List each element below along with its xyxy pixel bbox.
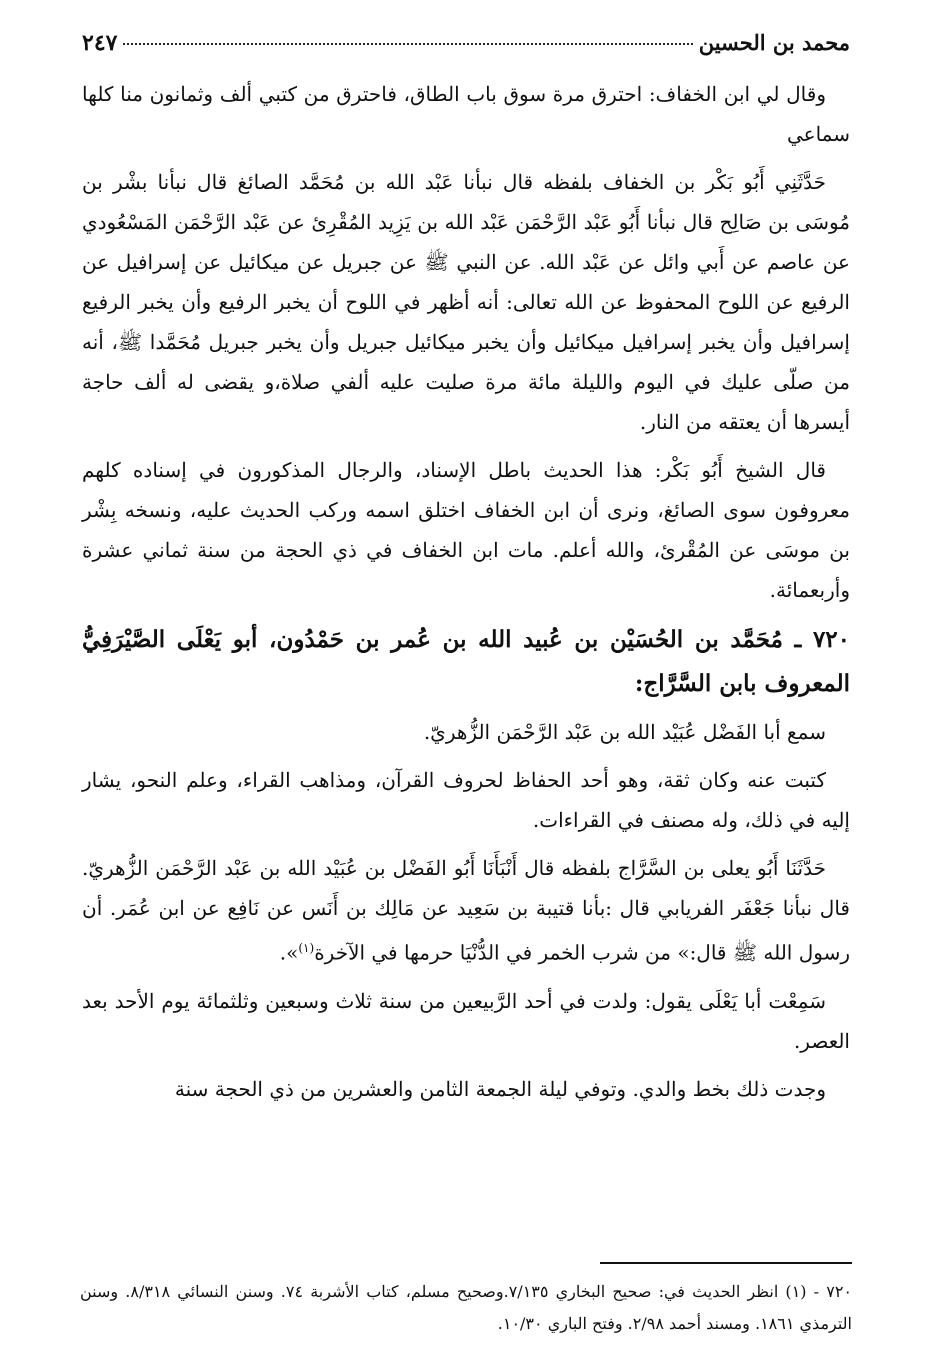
entry-paragraph-birth: سَمِعْت أبا يَعْلَى يقول: ولدت في أحد الرَّبيعين من سنة ثلاث وسبعين وثلثمائة يوم الأحد بعد العصر. (82, 988, 850, 1053)
page-number: ٢٤٧ (82, 30, 118, 56)
footnote-reference: (١) (298, 941, 315, 955)
running-title: محمد بن الحسين (698, 30, 850, 55)
entry-paragraph-trustworthy: كتبت عنه وكان ثقة، وهو أحد الحفاظ لحروف القرآن، ومذاهب القراء، وعلم النحو، يشار إليه في ذلك، وله مصنف في القراءات. (82, 768, 850, 832)
page-header (82, 30, 850, 74)
hadith-closing-quote: ». (279, 940, 299, 965)
entry-hadith-text: حَدَّثَنَا أَبُو يعلى بن السَّرَّاج بلفظه قال أَنْبَأَنَا أَبُو الفَضْل بن عُبَيْد الله بن عَبْد الرَّحْمَن الزُّهريّ. قال نبأنا جَعْفَر الفريابي قال :بأنا قتيبة بن سَعِيد عن مَالِك بن أَنَس عن نَافِع عن ابن عُمَر. أن رسول الله ﷺ قال:» من شرب الخمر في الدُّنْيَا حرمها في الآخرة (82, 856, 850, 965)
footnote-separator (600, 1262, 852, 1264)
paragraph-hadith-chain: حَدَّثَنِي أَبُو بَكْر بن الخفاف بلفظه قال نبأنا عَبْد الله بن مُحَمَّد الصائغ قال نبأنا بشْر بن مُوسَى بن صَالِح قال نبأنا أَبُو عَبْد الرَّحْمَن عَبْد الله بن يَزِيد المُقْرِئ عن عَبْد الرَّحْمَن المَسْعُودي عن عاصم عن أَبي وائل عن عَبْد الله. عن النبي ﷺ عن جبريل عن ميكائيل عن إسرافيل عن الرفيع عن اللوح المحفوظ عن الله تعالى: أنه أظهر في اللوح أن يخبر الرفيع وأن يخبر الرفيع إسرافيل وأن يخبر إسرافيل ميكائيل وأن يخبر ميكائيل جبريل وأن يخبر جبريل مُحَمَّدا ﷺ، أنه من صلّى عليك في اليوم والليلة مائة مرة صليت عليه ألفي صلاة،و يقضى له ألف حاجة أيسرها أن يعتقه من النار. (82, 170, 850, 434)
entry-paragraph-hadith (82, 848, 850, 973)
footnote: ٧٢٠ - (١) انظر الحديث في: صحيح البخاري ٧/١٣٥.وصحيح مسلم، كتاب الأشربة ٧٤. وسنن النسائي ٨/٣١٨. وسنن الترمذي ١٨٦١. ومسند أحمد ٢/٩٨. وفتح الباري ١٠/٣٠. (80, 1282, 852, 1333)
paragraph-sheikh-comment: قال الشيخ أَبُو بَكْر: هذا الحديث باطل الإسناد، والرجال المذكورون في إسناده كلهم معروفون سوى الصائغ، ونرى أن ابن الخفاف اختلق اسمه وركب الحديث عليه، ونسخه بِشْر بن موسَى عن المُقْرئ، والله أعلم. مات ابن الخفاف في ذي الحجة من سنة ثماني عشرة وأربعمائة. (82, 458, 850, 602)
main-text (82, 74, 850, 1109)
header-leader-dots (123, 43, 692, 45)
entry-heading: ٧٢٠ ـ مُحَمَّد بن الحُسَيْن بن عُبيد الله بن عُمر بن حَمْدُون، أبو يَعْلَى الصَّيْرَفِيُّ المعروف بابن السَّرَّاج: (82, 626, 850, 697)
entry-paragraph-heard: سمع أبا الفَضْل عُبَيْد الله بن عَبْد الرَّحْمَن الزُّهريّ. (423, 720, 826, 744)
entry-paragraph-death: وجدت ذلك بخط والدي. وتوفي ليلة الجمعة الثامن والعشرين من ذي الحجة سنة (174, 1076, 826, 1101)
paragraph-burned-books: وقال لي ابن الخفاف: احترق مرة سوق باب الطاق، فاحترق من كتبي ألف وثمانون منا كلها سماعي (82, 82, 850, 146)
